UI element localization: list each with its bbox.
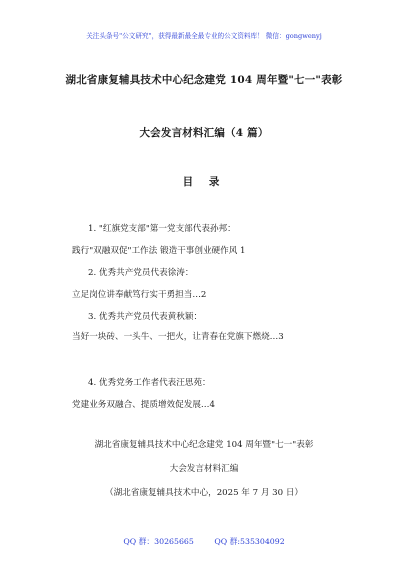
toc-item-1-heading: 1. "红旗党支部"第一党支部代表孙邦： bbox=[88, 224, 236, 234]
qq-group-2: QQ 群:535304092 bbox=[214, 537, 285, 546]
toc-heading: 目 录 bbox=[182, 176, 226, 188]
document-title-line1: 湖北省康复辅具技术中心纪念建党 104 周年暨"七一"表彰 bbox=[65, 74, 343, 86]
document-title-line2: 大会发言材料汇编（4 篇） bbox=[139, 127, 269, 139]
toc-item-1-subtitle: 践行"双融双促"工作法 锻造干事创业硬作风 1 bbox=[72, 246, 246, 256]
toc-item-3-subtitle: 当好一块砖、一头牛、一把火，让青春在党旗下燃烧…3 bbox=[72, 332, 284, 342]
contact-line bbox=[0, 536, 408, 547]
footer-org-date: （湖北省康复辅具技术中心，2025 年 7 月 30 日） bbox=[104, 488, 304, 498]
qq-group-1: QQ 群：30265665 bbox=[123, 537, 194, 546]
footer-title-line2: 大会发言材料汇编 bbox=[169, 464, 239, 474]
toc-item-4-heading: 4. 优秀党务工作者代表汪思苑： bbox=[88, 378, 211, 388]
toc-item-2-heading: 2. 优秀共产党员代表徐涛： bbox=[88, 268, 194, 278]
toc-item-2-subtitle: 立足岗位讲奉献笃行实干勇担当…2 bbox=[72, 290, 207, 300]
toc-item-3-heading: 3. 优秀共产党员代表黄秋颖： bbox=[88, 312, 203, 322]
header-notice: 关注头条号"公文研究"，获得最新最全最专业的公文资料库！ 微信：gongwenyj bbox=[86, 32, 322, 40]
toc-item-4-subtitle: 党建业务双融合、提质增效促发展…4 bbox=[72, 400, 215, 410]
footer-title-line1: 湖北省康复辅具技术中心纪念建党 104 周年暨"七一"表彰 bbox=[94, 440, 314, 450]
